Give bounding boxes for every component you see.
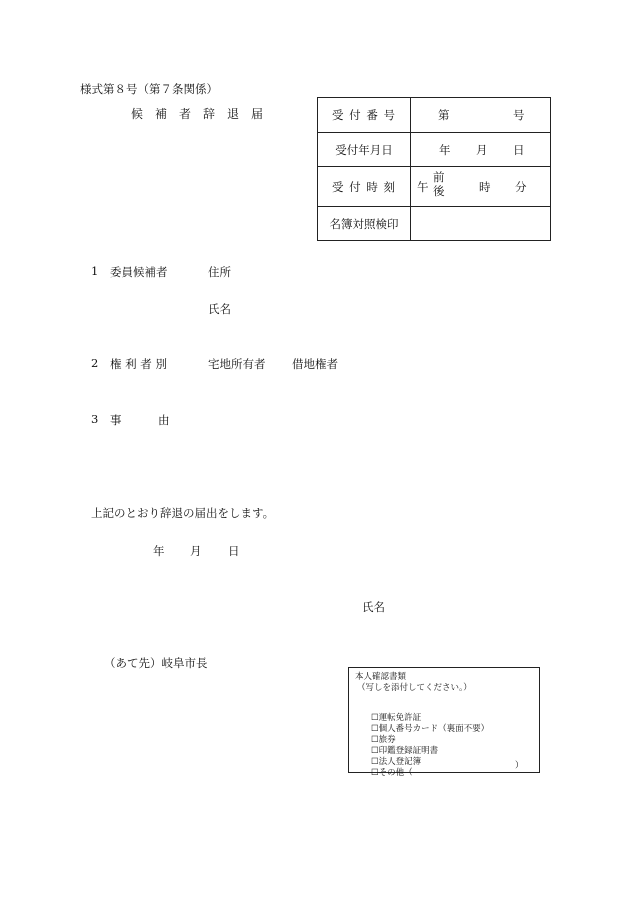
receipt-unit: 号: [513, 108, 525, 122]
receipt-label: 受 付 番 号: [318, 98, 411, 133]
section-number: 3: [91, 412, 99, 426]
receipt-table: [317, 97, 551, 241]
receipt-row-check: [318, 207, 551, 241]
receipt-label: 受付年月日: [318, 133, 411, 167]
id-documents-note: （写しを添付してください。）: [357, 683, 472, 693]
receipt-date-field[interactable]: [411, 133, 551, 167]
receipt-row-date: [318, 133, 551, 167]
addressee: （あて先）岐阜市長: [104, 656, 208, 670]
reason-label: 事: [110, 413, 122, 427]
receipt-row-number: [318, 98, 551, 133]
receipt-unit: 年: [439, 142, 451, 157]
id-documents-list: [371, 713, 489, 779]
rights-option-leaseholder[interactable]: 借地権者: [292, 357, 338, 371]
receipt-row-time: [318, 167, 551, 207]
check-seal-field[interactable]: [411, 207, 551, 241]
id-document-checkbox[interactable]: ☐旅券: [371, 735, 396, 745]
receipt-number-field[interactable]: [411, 98, 551, 133]
declaration-text: 上記のとおり辞退の届出をします。: [91, 506, 275, 520]
rights-option-landowner[interactable]: 宅地所有者: [208, 357, 266, 371]
id-document-checkbox[interactable]: ☐印鑑登録証明書: [371, 746, 439, 756]
receipt-label: 名簿対照検印: [318, 207, 411, 241]
id-document-checkbox[interactable]: ☐その他（: [371, 768, 413, 778]
name-label: 氏名: [208, 302, 231, 316]
id-documents-box: [348, 667, 540, 778]
id-document-checkbox[interactable]: ☐個人番号カード（裏面不要）: [371, 724, 490, 734]
other-close-paren: ）: [515, 761, 524, 771]
id-document-checkbox[interactable]: ☐運転免許証: [371, 713, 422, 723]
ampm-option: 前: [433, 170, 445, 184]
signature-label: 氏名: [362, 600, 385, 614]
id-document-checkbox[interactable]: ☐法人登記簿: [371, 757, 422, 767]
date-unit: 日: [228, 544, 240, 558]
receipt-unit: 日: [513, 142, 525, 157]
date-unit: 年: [153, 544, 165, 558]
receipt-time-field[interactable]: [411, 167, 551, 207]
form-title: 候 補 者 辞 退 届: [131, 107, 264, 121]
reason-label: 由: [158, 413, 170, 427]
section-number: 2: [91, 356, 99, 370]
receipt-unit: 月: [476, 142, 488, 157]
receipt-unit: 第: [438, 108, 450, 122]
receipt-unit: 分: [515, 179, 527, 194]
date-unit: 月: [190, 544, 202, 558]
receipt-unit: 時: [479, 179, 491, 194]
address-label: 住所: [208, 265, 231, 279]
id-documents-title: 本人確認書類: [355, 672, 407, 682]
rights-label: 権 利 者 別: [110, 357, 167, 371]
section-number: 1: [91, 264, 99, 278]
ampm-prefix: 午: [417, 179, 429, 194]
receipt-label: 受 付 時 刻: [318, 167, 411, 207]
form-number: 様式第８号（第７条関係）: [80, 82, 218, 96]
candidate-label: 委員候補者: [110, 265, 168, 279]
ampm-option: 後: [433, 184, 445, 198]
